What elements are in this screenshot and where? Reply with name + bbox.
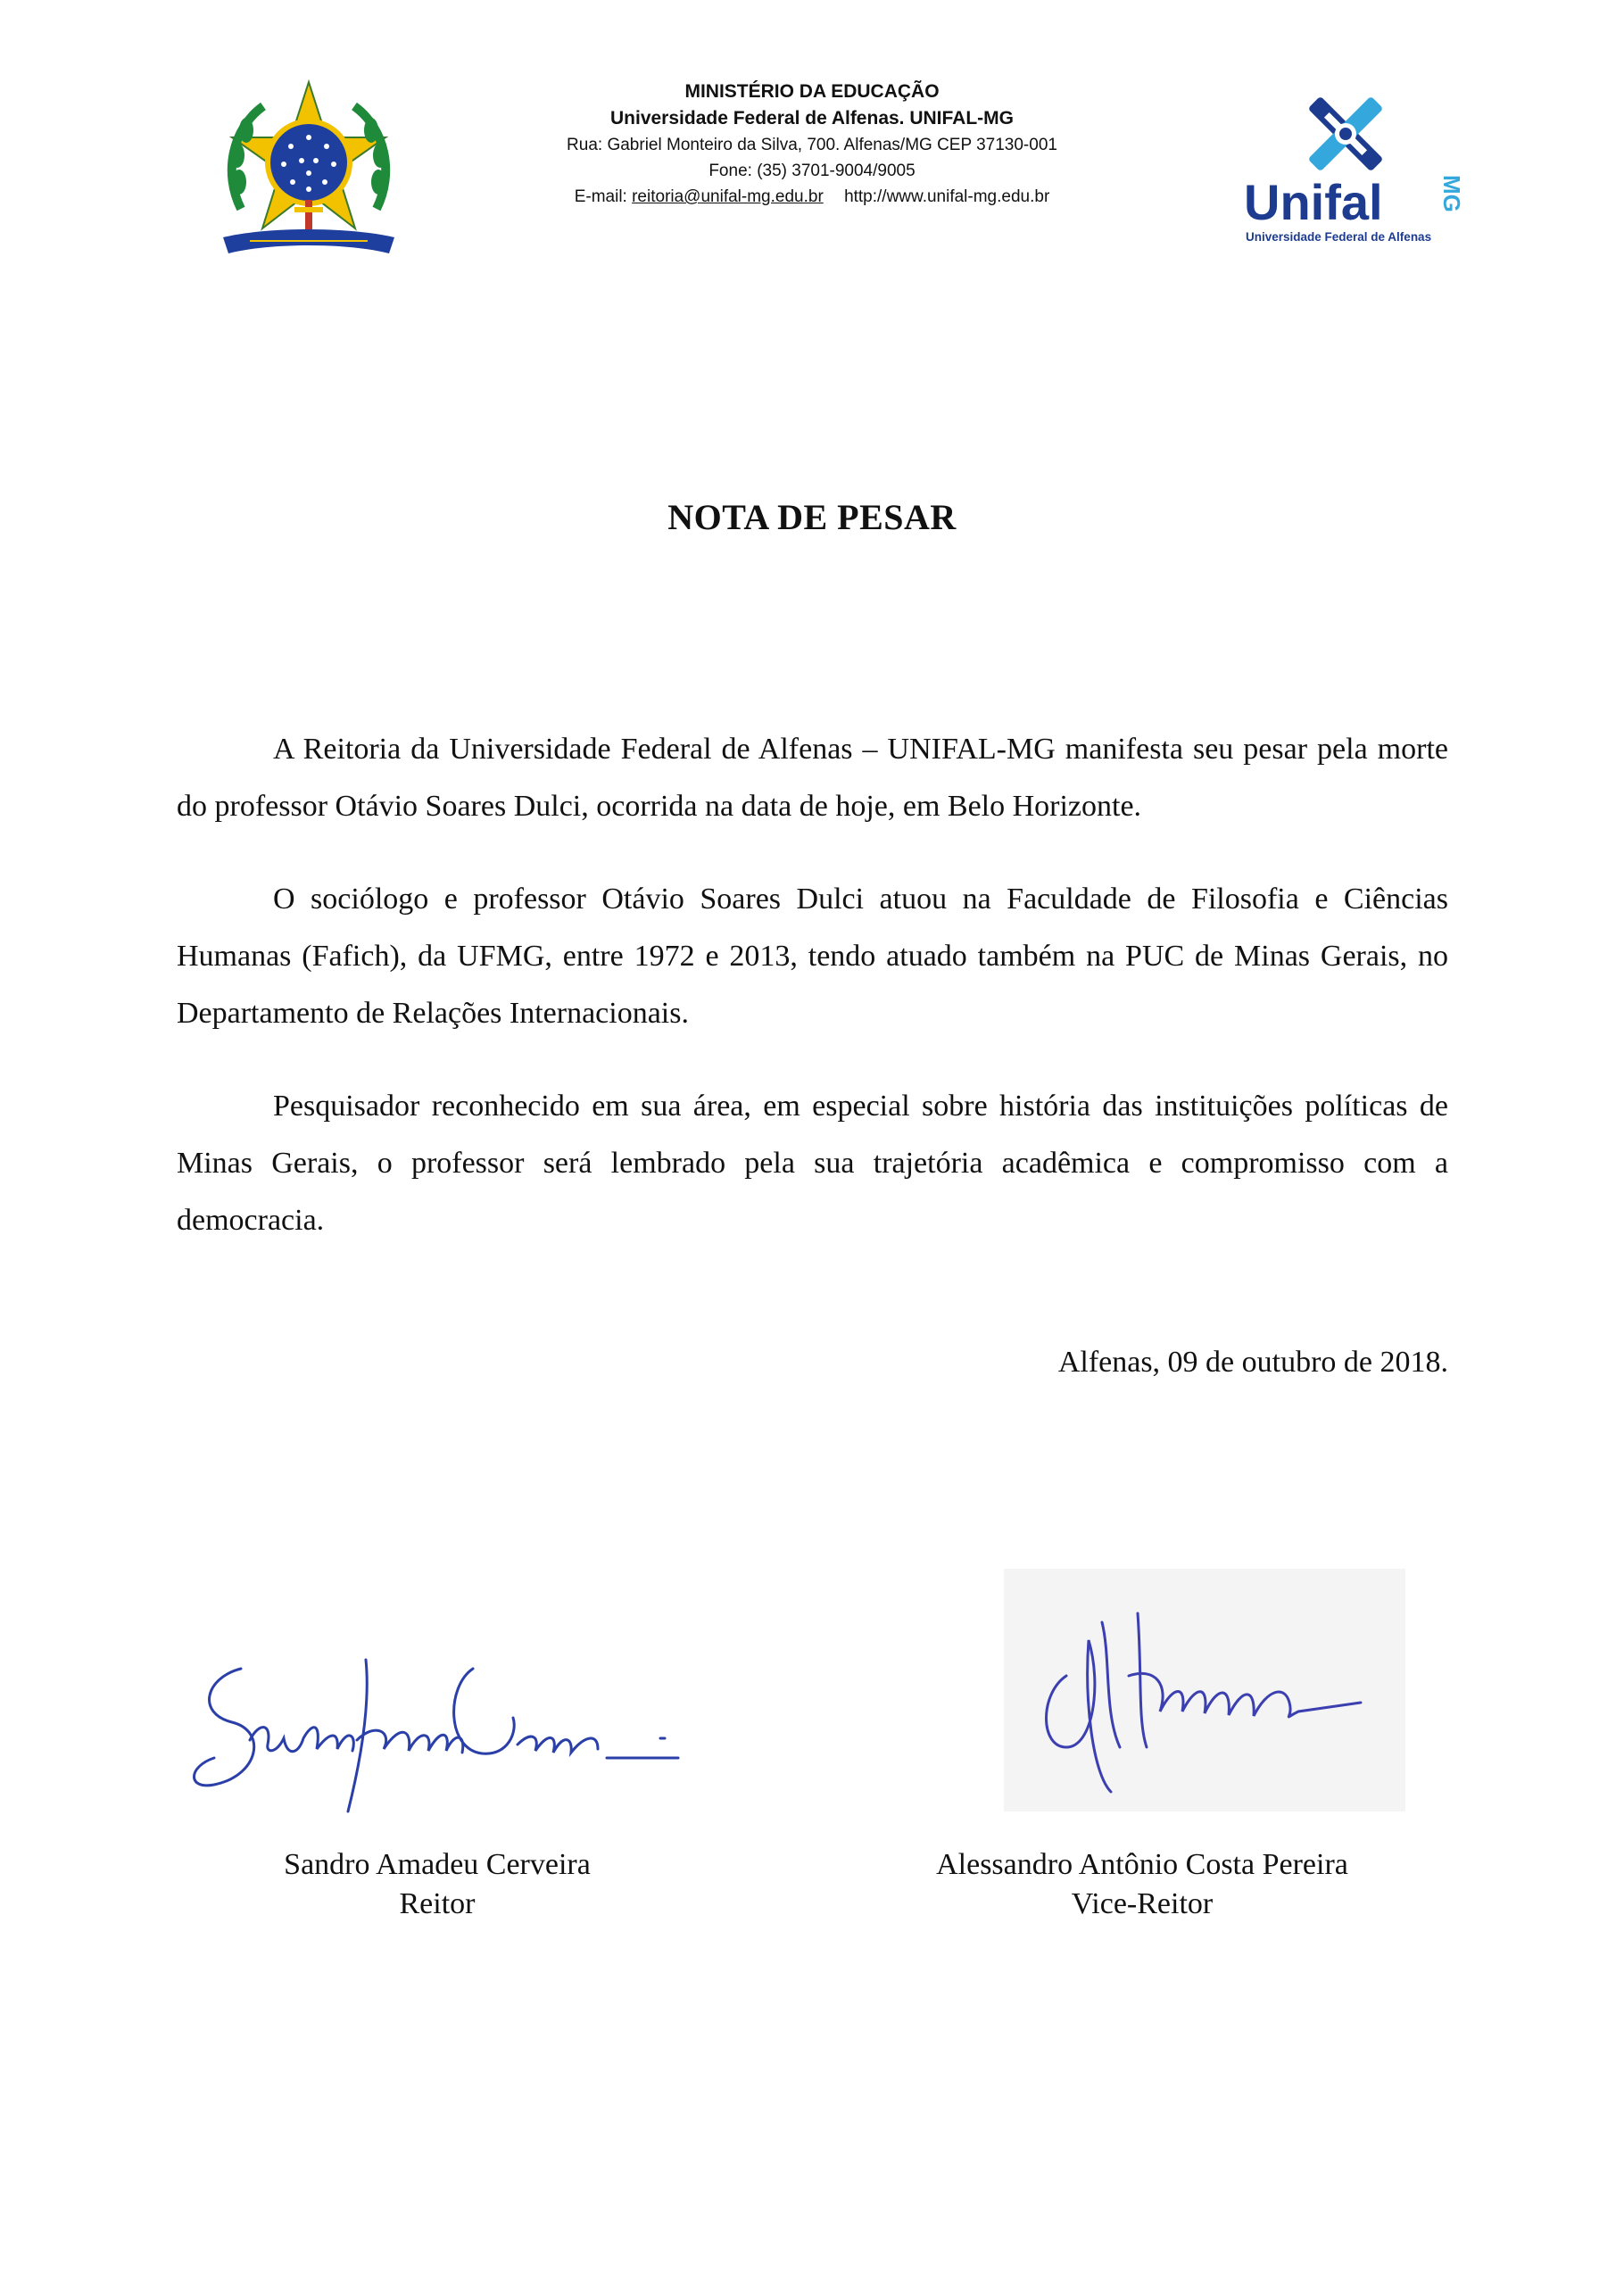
logo-tagline: Universidade Federal de Alfenas bbox=[1246, 230, 1432, 244]
signature-rector-image bbox=[178, 1633, 767, 1829]
university-name: Universidade Federal de Alfenas. UNIFAL-MG bbox=[610, 108, 1014, 128]
website-link[interactable]: http://www.unifal-mg.edu.br bbox=[844, 187, 1050, 206]
paragraph-2: O sociólogo e professor Otávio Soares Dulci atuou na Faculdade de Filosofia e Ciências Humanas (Fafich), da UFMG, entre 1972 e 2013, tendo atuado também na PUC de Minas Gerais, no Departamento de Relações Internacionais. bbox=[177, 883, 1448, 1030]
signer-name: Sandro Amadeu Cerveira bbox=[284, 1848, 591, 1881]
logo-wordmark: Unifal bbox=[1244, 174, 1383, 230]
paragraph-3: Pesquisador reconhecido em sua área, em especial sobre história das instituições políticas de Minas Gerais, o professor será lembrado pela sua trajetória acadêmica e compromisso com a democracia. bbox=[177, 1090, 1448, 1237]
document-title: NOTA DE PESAR bbox=[667, 497, 957, 537]
contact-line bbox=[500, 184, 1124, 210]
signature-vice-rector-image bbox=[1004, 1569, 1405, 1811]
signature-block-rector bbox=[178, 1845, 696, 1924]
email-label: E-mail: bbox=[574, 187, 627, 206]
unifal-logo-icon bbox=[1242, 87, 1465, 248]
phone-line: Fone: (35) 3701-9004/9005 bbox=[708, 162, 916, 180]
document-body bbox=[177, 721, 1448, 1285]
address-line: Rua: Gabriel Monteiro da Silva, 700. Alfenas/MG CEP 37130-001 bbox=[567, 136, 1057, 154]
letterhead bbox=[0, 0, 1624, 286]
signer-name: Alessandro Antônio Costa Pereira bbox=[936, 1848, 1348, 1881]
ministry-name: MINISTÉRIO DA EDUCAÇÃO bbox=[684, 81, 940, 102]
signer-role: Reitor bbox=[399, 1887, 476, 1920]
email-link[interactable]: reitoria@unifal-mg.edu.br bbox=[632, 187, 824, 206]
coat-of-arms-icon bbox=[214, 75, 403, 261]
paragraph-1: A Reitoria da Universidade Federal de Alfenas – UNIFAL-MG manifesta seu pesar pela morte do professor Otávio Soares Dulci, ocorrida na data de hoje, em Belo Horizonte. bbox=[177, 733, 1448, 823]
signer-role: Vice-Reitor bbox=[1071, 1887, 1214, 1920]
signature-block-vice-rector bbox=[879, 1845, 1405, 1924]
logo-state: MG bbox=[1438, 175, 1465, 212]
institution-header bbox=[500, 79, 1124, 210]
document-date: Alfenas, 09 de outubro de 2018. bbox=[1057, 1346, 1448, 1379]
